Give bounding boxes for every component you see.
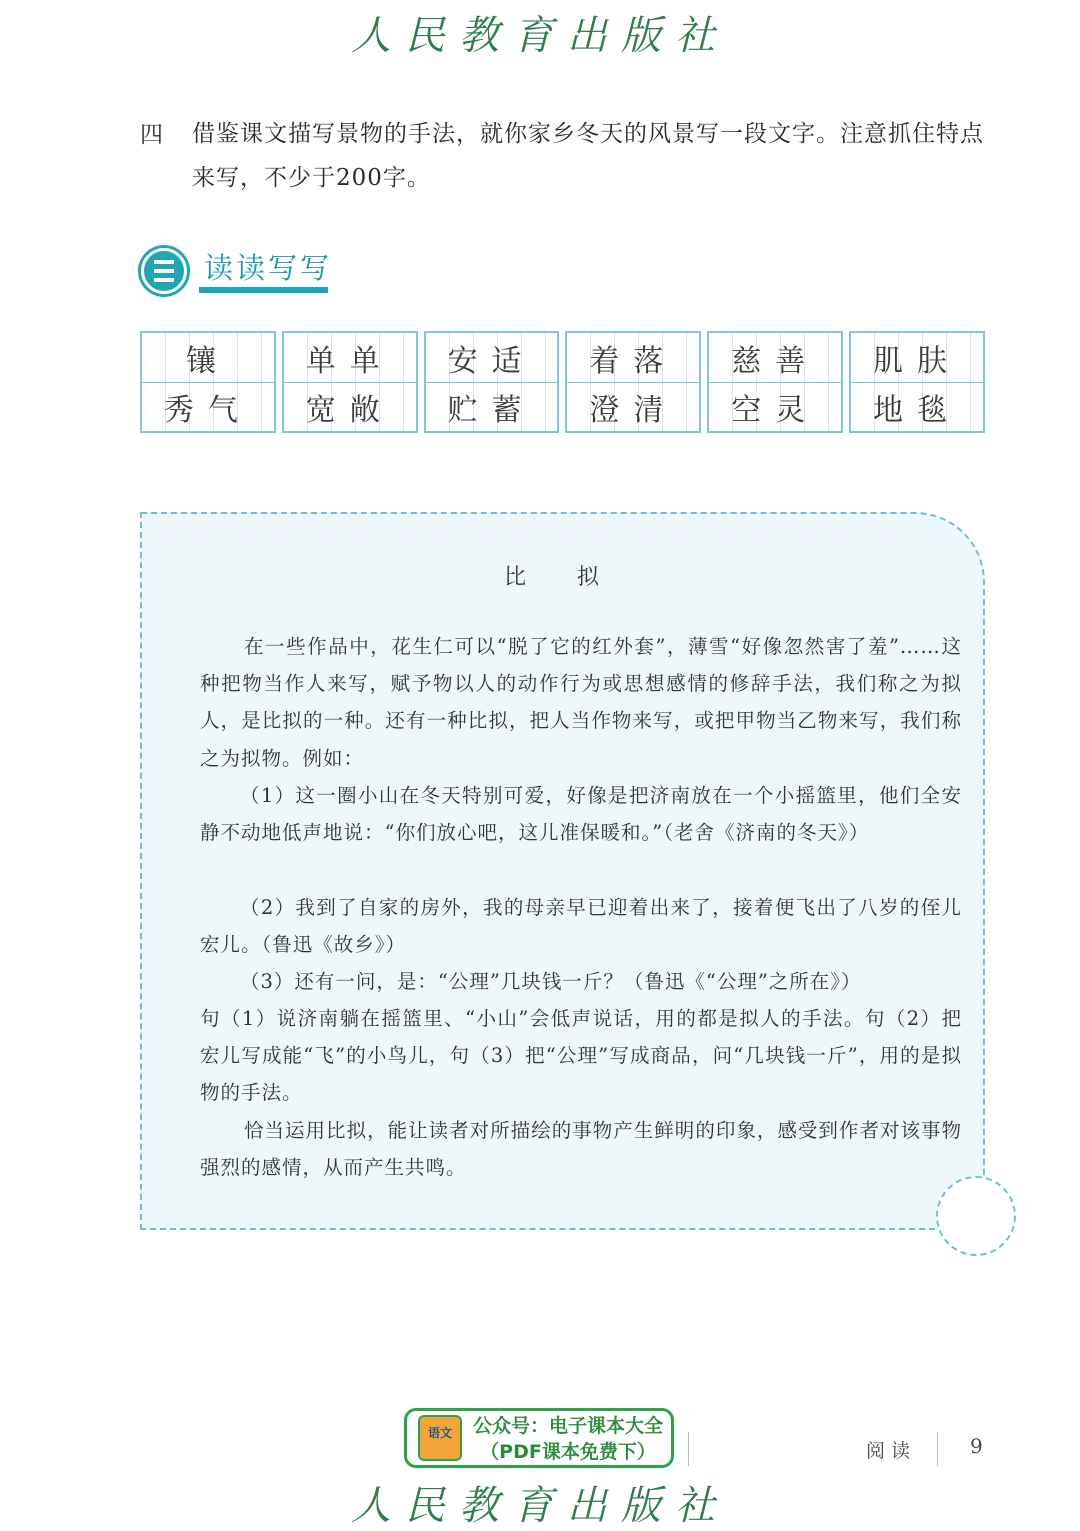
- exercise-number: 四: [140, 122, 163, 148]
- section-three-icon: [141, 248, 187, 294]
- word-top: 安适: [447, 343, 536, 379]
- footer-divider: [937, 1432, 938, 1466]
- word-bottom: 澄清: [589, 392, 678, 428]
- word-group: [424, 331, 560, 433]
- word-bottom: 秀气: [163, 392, 252, 428]
- publisher-logo-top: 人民教育出版社: [351, 13, 729, 59]
- knowledge-analysis: 句（1）说济南躺在摇篮里、“小山”会低声说话，用的都是拟人的手法。句（2）把宏儿写成能“飞”的小鸟儿，句（3）把“公理”写成商品，问“几块钱一斤”，用的是拟物的手法。: [200, 1007, 962, 1105]
- word-group: [849, 331, 985, 433]
- knowledge-example-1: （1）这一圈小山在冬天特别可爱，好像是把济南放在一个小摇篮里，他们全安静不动地低声地说：“你们放心吧，这儿准保暖和。”（老舍《济南的冬天》）: [200, 784, 962, 845]
- word-group: [282, 331, 418, 433]
- word-bottom: 贮蓄: [447, 392, 536, 428]
- knowledge-box-notch: [936, 1176, 1016, 1256]
- footer-divider: [688, 1432, 689, 1466]
- watermark-line-2: （PDF课本免费下）: [480, 1441, 656, 1463]
- knowledge-example-2: （2）我到了自家的房外，我的母亲早已迎着出来了，接着便飞出了八岁的侄儿宏儿。（鲁迅《故乡》）: [200, 896, 962, 957]
- publisher-logo-bottom: 人民教育出版社: [351, 1483, 729, 1529]
- word-top: 慈善: [731, 343, 820, 379]
- knowledge-title: 比 拟: [504, 565, 621, 590]
- knowledge-intro: 在一些作品中，花生仁可以“脱了它的红外套”，薄雪“好像忽然害了羞”……这种把物当作人来写，赋予物以人的动作行为或思想感情的修辞手法，我们称之为拟人，是比拟的一种。还有一种比拟，把人当作物来写，或把甲物当乙物来写，我们称之为拟物。例如：: [200, 635, 962, 770]
- word-bottom: 宽敞: [305, 392, 394, 428]
- word-group: [140, 331, 276, 433]
- word-top: 着落: [589, 343, 678, 379]
- watermark-logo-text: 语文: [427, 1426, 452, 1440]
- word-group: [707, 331, 843, 433]
- word-group: [565, 331, 701, 433]
- word-bottom: 空灵: [731, 392, 820, 428]
- word-grid: [140, 331, 985, 433]
- page-number: 9: [970, 1434, 983, 1458]
- knowledge-conclusion: 恰当运用比拟，能让读者对所描绘的事物产生鲜明的印象，感受到作者对该事物强烈的感情，从而产生共鸣。: [200, 1119, 962, 1180]
- knowledge-example-3: （3）还有一问，是：“公理”几块钱一斤？（鲁迅《“公理”之所在》）: [240, 970, 862, 993]
- word-top: 单单: [305, 343, 394, 379]
- watermark-line-1: 公众号：电子课本大全: [472, 1415, 663, 1437]
- footer-section-label: 阅读: [866, 1440, 917, 1462]
- section-title-underline: [199, 287, 328, 293]
- word-top: 肌肤: [873, 343, 962, 379]
- section-title: 读读写写: [204, 251, 333, 285]
- exercise-text: 借鉴课文描写景物的手法，就你家乡冬天的风景写一段文字。注意抓住特点来写，不少于200字。: [192, 121, 984, 191]
- word-bottom: 地毯: [873, 392, 962, 428]
- word-top: 镶: [185, 343, 230, 379]
